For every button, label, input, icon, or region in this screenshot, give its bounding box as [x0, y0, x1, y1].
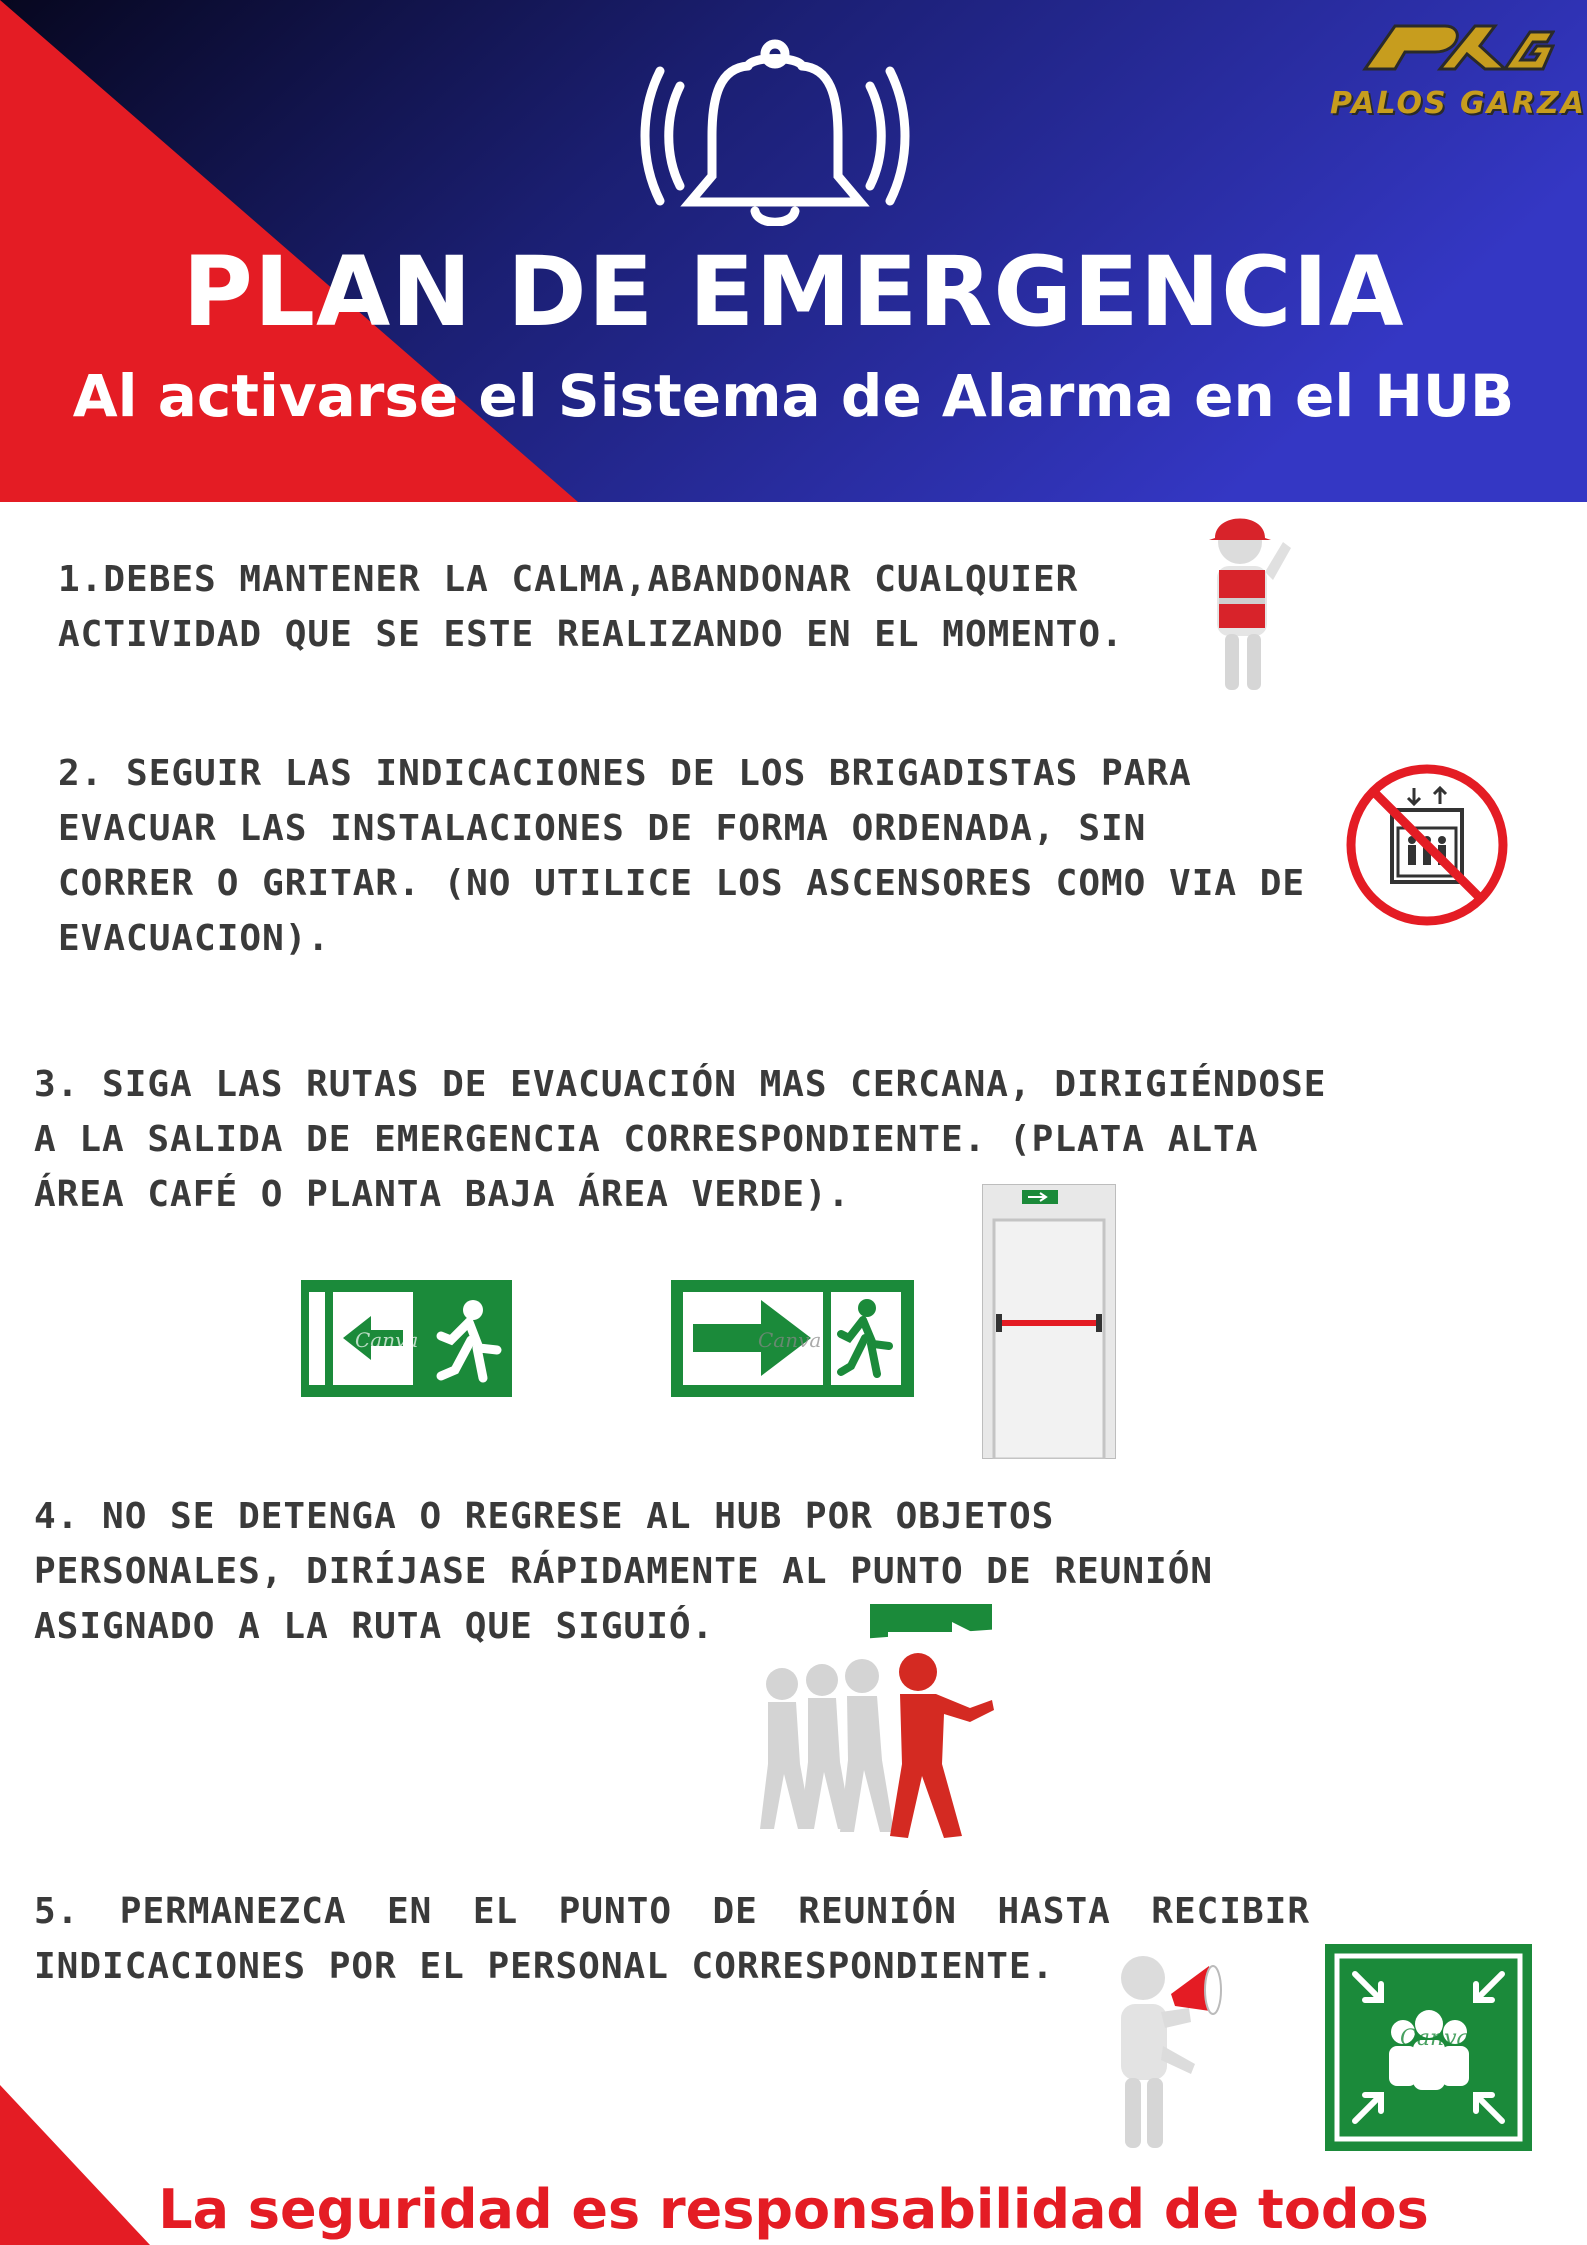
step-1	[58, 552, 1124, 662]
canva-watermark: Canva	[355, 1328, 419, 1352]
canva-watermark: Canva	[758, 1328, 822, 1352]
step-5-line: INDICACIONES POR EL PERSONAL CORRESPONDIENTE.	[34, 1946, 1055, 1987]
page-subtitle: Al activarse el Sistema de Alarma en el HUB	[72, 362, 1515, 430]
step-3	[34, 1057, 1326, 1222]
step-2-line: CORRER O GRITAR. (NO UTILICE LOS ASCENSORES COMO VIA DE	[58, 863, 1306, 904]
bell-alarm-icon	[640, 26, 910, 226]
megaphone-person-icon	[1105, 1948, 1235, 2158]
walking-group-icon	[730, 1604, 1042, 1844]
step-2-line: 2. SEGUIR LAS INDICACIONES DE LOS BRIGADISTAS PARA	[58, 753, 1192, 794]
company-logo	[1330, 14, 1587, 134]
no-elevator-icon	[1342, 760, 1512, 930]
step-5-line: 5. PERMANEZCA EN EL PUNTO DE REUNIÓN HASTA RECIBIR	[34, 1891, 1310, 1932]
step-2	[58, 746, 1305, 966]
step-2-line: EVACUAR LAS INSTALACIONES DE FORMA ORDENADA, SIN	[58, 808, 1147, 849]
worker-hardhat-icon	[1195, 502, 1297, 698]
page-title: PLAN DE EMERGENCIA	[182, 236, 1405, 348]
footer-slogan: La seguridad es responsabilidad de todos	[158, 2178, 1429, 2241]
step-4-line: PERSONALES, DIRÍJASE RÁPIDAMENTE AL PUNTO DE REUNIÓN	[34, 1551, 1214, 1592]
step-4-line: 4. NO SE DETENGA O REGRESE AL HUB POR OBJETOS	[34, 1496, 1055, 1537]
step-1-line: ACTIVIDAD QUE SE ESTE REALIZANDO EN EL MOMENTO.	[58, 614, 1124, 655]
emergency-door-icon	[982, 1184, 1116, 1459]
step-1-line: 1.DEBES MANTENER LA CALMA,ABANDONAR CUALQUIER	[58, 559, 1079, 600]
canva-watermark: Canva	[1400, 2026, 1470, 2051]
step-3-line: A LA SALIDA DE EMERGENCIA CORRESPONDIENTE. (PLATA ALTA	[34, 1119, 1259, 1160]
pxg-logo-mark	[1355, 14, 1555, 84]
step-4-line: ASIGNADO A LA RUTA QUE SIGUIÓ.	[34, 1606, 715, 1647]
step-3-line: 3. SIGA LAS RUTAS DE EVACUACIÓN MAS CERCANA, DIRIGIÉNDOSE	[34, 1064, 1327, 1105]
step-2-line: EVACUACION).	[58, 918, 331, 959]
step-3-line: ÁREA CAFÉ O PLANTA BAJA ÁREA VERDE).	[34, 1174, 851, 1215]
logo-text: PALOS GARZA	[1330, 86, 1586, 121]
